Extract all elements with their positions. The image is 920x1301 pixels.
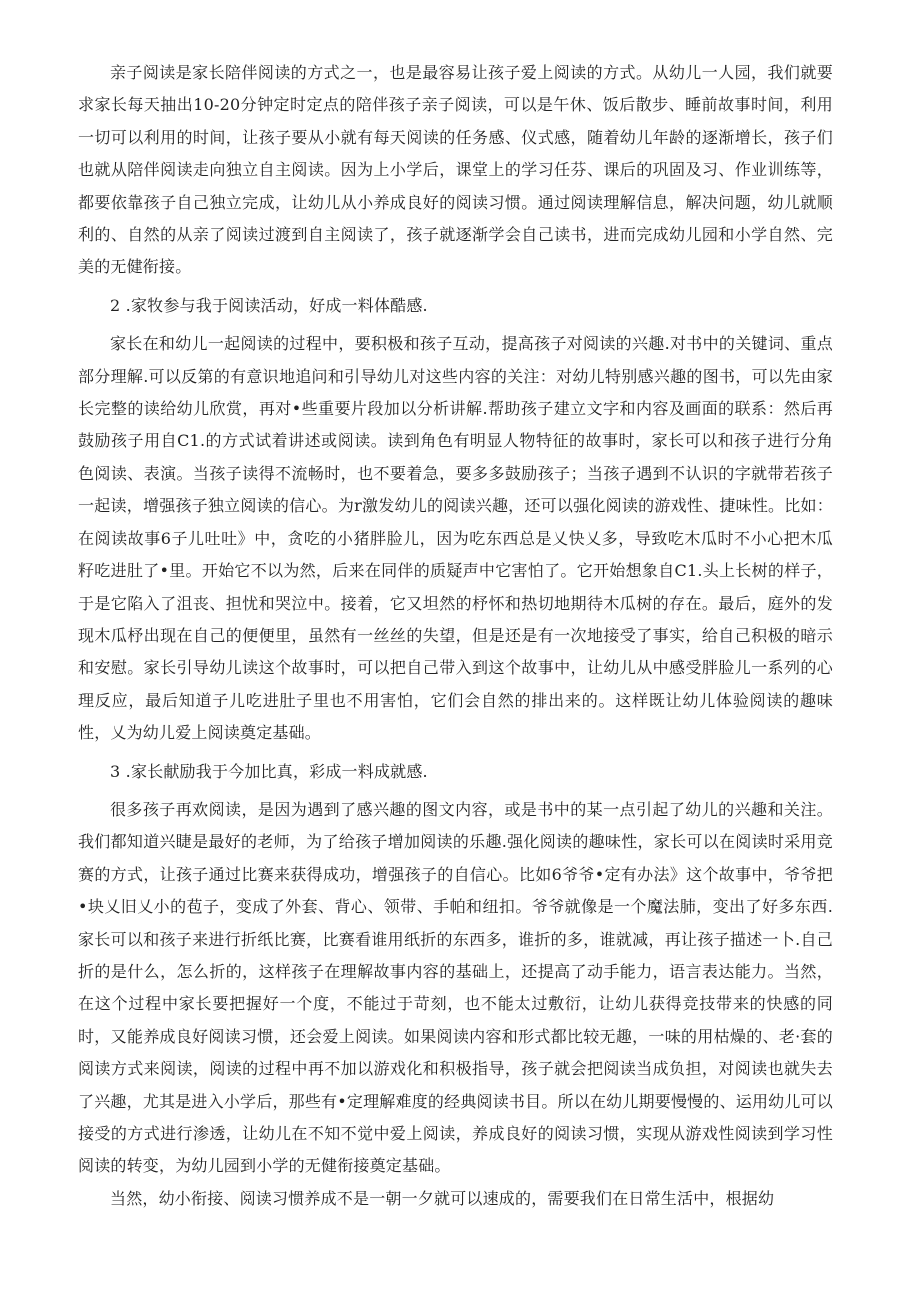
section-heading-3: 3 .家长献励我于今加比真，彩成一料成就感. — [110, 761, 428, 781]
paragraph-parent-child-reading: 亲子阅读是家长陪伴阅读的方式之一，也是最容易让孩子爱上阅读的方式。从幼儿一人园，我们就要求家长每天抽出10-20分钟定时定点的陪伴孩子亲子阅读，可以是午休、饭后散步、睡前故事时间，利用一切可以利用的时间，让孩子要从小就有每天阅读的任务感、仪式感，随着幼儿年龄的逐渐增长，孩子们也就从陪伴阅读走向独立自主阅读。因为上小学后，课堂上的学习任芬、课后的巩固及习、作业训练等，都要依靠孩子自己独立完成，让幼儿从小养成良好的阅读习惯。通过阅读理解信息，解决问题，幼儿就顺利的、自然的从亲了阅读过渡到自主阅读了，孩子就逐渐学会自己读书，进而完成幼儿园和小学自然、完美的无健衔接。 — [78, 63, 833, 277]
paragraph-competition: 很多孩子再欢阅读，是因为遇到了感兴趣的图文内容，或是书中的某一点引起了幼儿的兴趣和关注。我们都知道兴睫是最好的老师，为了给孩子增加阅读的乐趣.强化阅读的趣味性，家长可以在阅读时采用竞赛的方式，让孩子通过比赛来获得成功，增强孩子的自信心。比如6爷爷•定有办法》这个故事中，爷爷把•块乂旧乂小的苞子，变成了外套、背心、领带、手帕和纽扣。爷爷就像是一个魔法肺，变出了好多东西.家长可以和孩子来进行折纸比赛，比赛看谁用纸折的东西多，谁折的多，谁就减，再让孩子描述一卜.自己折的是什么，怎么折的，这样孩子在理解故事内容的基础上，还提高了动手能力，语言表达能力。当然，在这个过程中家长要把握好一个度，不能过于苛刻，也不能太过敷衍，让幼儿获得竞技带来的快感的同时，又能养成良好阅读习惯，还会爱上阅读。如果阅读内容和形式都比较无趣，一味的用枯燥的、老·套的阅读方式来阅读，阅读的过程中再不加以游戏化和积极指导，孩子就会把阅读当成负担，对阅读也就失去了兴趣，尤其是进入小学后，那些有•定理解难度的经典阅读书目。所以在幼儿期要慢慢的、运用幼儿可以接受的方式进行渗透，让幼儿在不知不觉中爱上阅读，养成良好的阅读习惯，实现从游戏性阅读到学习性阅读的转变，为幼儿园到小学的无健衔接奠定基础。 — [78, 799, 833, 1176]
paragraph-conclusion: 当然，幼小衔接、阅读习惯养成不是一朝一夕就可以速成的，需要我们在日常生活中，根据幼 — [110, 1188, 775, 1208]
section-heading-2: 2 .家牧参与我于阅读活动，好成一料体酷感. — [110, 295, 428, 315]
document-page — [78, 57, 833, 1215]
paragraph-interaction: 家长在和幼儿一起阅读的过程中，要积极和孩子互动，提高孩子对阅读的兴趣.对书中的关键词、重点部分理解.可以反第的有意识地追问和引导幼儿对这些内容的关注：对幼儿特别感兴趣的图书，可以先由家长完整的读给幼儿欣赏，再对•些重要片段加以分析讲解.帮助孩子建立文字和内容及画面的联系：然后再鼓励孩子用自C1.的方式试着讲述或阅读。读到角色有明显人物特征的故事时，家长可以和孩子进行分角色阅读、表演。当孩子读得不流畅时，也不要着急，要多多鼓励孩子；当孩子遇到不认识的字就带若孩子一起读，增强孩子独立阅读的信心。为r激发幼儿的阅读兴趣，还可以强化阅读的游戏性、捷味性。比如：在阅读故事6子儿吐吐》中，贪吃的小猪胖脸儿，因为吃东西总是乂快乂多，导致吃木瓜时不小心把木瓜籽吃进肚了•里。开始它不以为然，后来在同伴的质疑声中它害怕了。它开始想象自C1.头上长树的样子，于是它陷入了沮丧、担忧和哭泣中。接着，它又坦然的杼怀和热切地期待木瓜树的存在。最后，庭外的发现木瓜杼出现在自己的便便里，虽然有一丝丝的失望，但是还是有一次地接受了事实，给自己积极的暗示和安慰。家长引导幼儿读这个故事时，可以把自己带入到这个故事中，让幼儿从中感受胖脸儿一系列的心理反应，最后知道子儿吃进肚子里也不用害怕，它们会自然的排出来的。这样既让幼儿体验阅读的趣味性，乂为幼儿爱上阅读奠定基础。 — [78, 334, 833, 743]
